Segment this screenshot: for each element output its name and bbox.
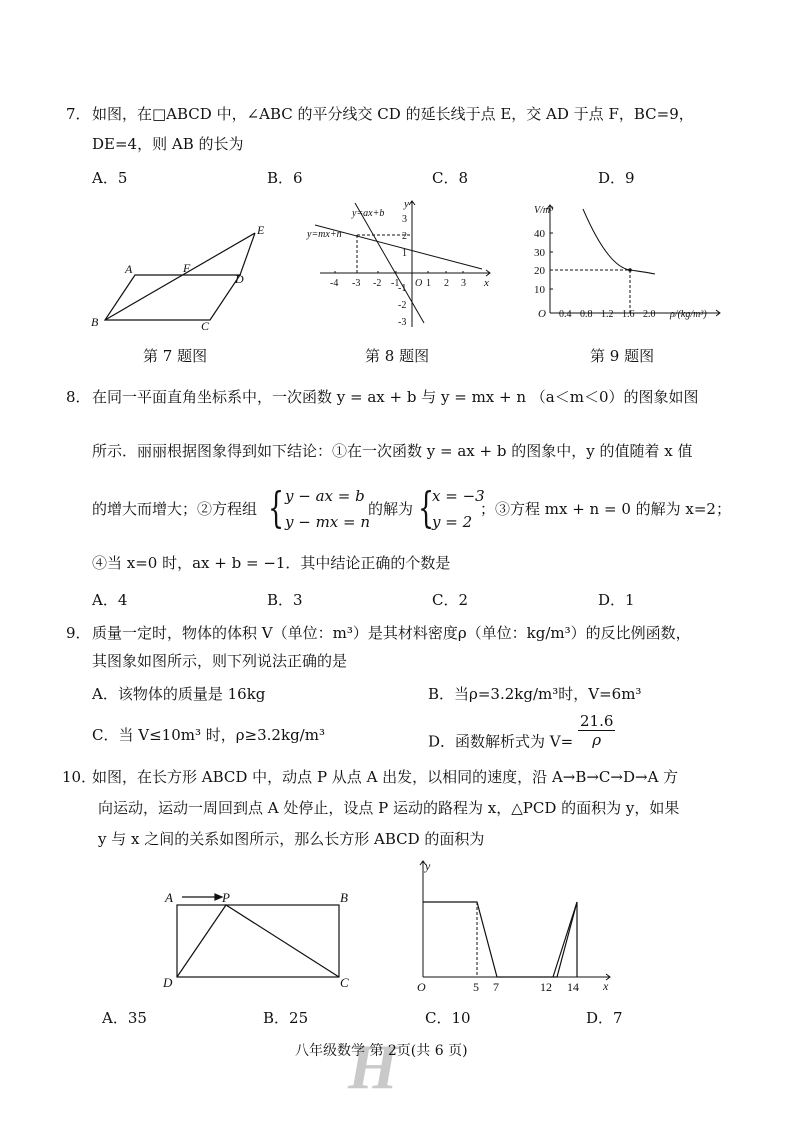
v-tick-10: 10 [534, 284, 545, 296]
extension-de [240, 233, 255, 275]
v-tick-20: 20 [534, 265, 545, 277]
caption-fig8: 第 8 题图 [365, 347, 430, 365]
q7-line1: 如图，在□ABCD 中，∠ABC 的平分线交 CD 的延长线于点 E，交 AD 于点 F，BC=9， [92, 105, 694, 123]
rho-axis-label: ρ/(kg/m³) [670, 309, 707, 320]
q7-option-b: B．6 [267, 169, 303, 187]
q10-line3: y 与 x 之间的关系如图所示，那么长方形 ABCD 的面积为 [98, 830, 485, 848]
solution-y: y = 2 [432, 513, 473, 531]
label-d: D [163, 975, 173, 990]
y-tick-3: 3 [402, 214, 407, 225]
q8-option-d: D．1 [598, 591, 635, 609]
label-e: E [257, 223, 265, 237]
label-a: A [165, 890, 173, 905]
system-brace: { [268, 483, 285, 532]
solution-brace: { [418, 483, 435, 532]
function-graph [423, 902, 577, 977]
v-axis-label: V/m³ [534, 205, 554, 216]
caption-fig9: 第 9 题图 [590, 347, 655, 365]
q8-line3-b: 的解为 [368, 500, 414, 518]
q7-option-d: D．9 [598, 169, 635, 187]
x-tick-neg1: -1 [391, 278, 400, 289]
origin-label: O [415, 278, 423, 289]
x-axis-label: x [603, 979, 609, 993]
label-f: F [183, 261, 191, 275]
q10-option-d: D．7 [586, 1009, 623, 1027]
q8-option-b: B．3 [267, 591, 303, 609]
q9-line1: 质量一定时，物体的体积 V（单位：m³）是其材料密度ρ（单位：kg/m³）的反比例函数， [92, 624, 691, 642]
figure-9 [520, 195, 735, 325]
q10-option-c: C．10 [425, 1009, 471, 1027]
label-a: A [125, 262, 133, 276]
q9-option-a: A．该物体的质量是 16kg [92, 685, 266, 703]
q8-line4: ④当 x=0 时，ax + b = −1．其中结论正确的个数是 [92, 554, 451, 572]
x-tick-neg4: -4 [330, 278, 339, 289]
fraction-numerator: 21.6 [579, 712, 614, 730]
x-tick-14: 14 [567, 980, 579, 994]
line-ax-b [355, 203, 424, 323]
q7-number: 7． [66, 105, 91, 123]
q9-option-d-prefix: D．函数解析式为 V= [428, 732, 574, 751]
q10-line1: 如图，在长方形 ABCD 中，动点 P 从点 A 出发，以相同的速度，沿 A→B→C→D→A 方 [92, 768, 679, 786]
origin-label: O [538, 308, 546, 320]
parallelogram-abcd [105, 275, 240, 320]
q9-option-b: B．当ρ=3.2kg/m³时，V=6m³ [428, 685, 642, 703]
system-eq1: y − ax = b [285, 487, 365, 505]
x-tick-5: 5 [473, 980, 479, 994]
figure-7 [85, 220, 280, 335]
y-tick-1: 1 [402, 248, 407, 259]
x-tick-12: 12 [540, 980, 552, 994]
label-b: B [340, 890, 348, 905]
label-b: B [91, 315, 99, 329]
q8-option-c: C．2 [432, 591, 469, 609]
page-footer: 八年级数学 第 2页(共 6 页) [295, 1043, 468, 1059]
label-c: C [201, 319, 210, 333]
q8-line1: 在同一平面直角坐标系中，一次函数 y = ax + b 与 y = mx + n （a＜m＜0）的图象如图 [92, 388, 699, 406]
q9-option-c: C．当 V≤10m³ 时，ρ≥3.2kg/m³ [92, 726, 325, 744]
v-tick-40: 40 [534, 228, 545, 240]
x-tick-neg2: -2 [373, 278, 382, 289]
rho-tick-2-0: 2.0 [643, 309, 656, 320]
x-tick-neg3: -3 [352, 278, 361, 289]
q8-line2: 所示．丽丽根据图象得到如下结论：①在一次函数 y = ax + b 的图象中，y 的值随着 x 值 [92, 442, 693, 460]
label-c: C [340, 975, 349, 990]
q10-option-b: B．25 [263, 1009, 309, 1027]
x-axis-label: x [484, 277, 489, 289]
q10-number: 10． [62, 768, 97, 786]
q8-option-a: A．4 [92, 591, 128, 609]
y-axis-label: y [404, 198, 409, 210]
q7-option-c: C．8 [432, 169, 469, 187]
rho-tick-0-4: 0.4 [559, 309, 572, 320]
q7-option-a: A．5 [92, 169, 128, 187]
rho-tick-1-2: 1.2 [601, 309, 614, 320]
q9-number: 9． [66, 624, 91, 642]
curve-point [628, 268, 632, 272]
v-tick-30: 30 [534, 247, 545, 259]
figure-10-graph [405, 855, 625, 995]
q10-option-a: A．35 [102, 1009, 147, 1027]
q8-line3-a: 的增大而增大；②方程组 [92, 500, 258, 518]
label-y-mx-n: y=mx+n [307, 229, 342, 240]
q9-option-d [428, 712, 615, 761]
watermark-logo: H [348, 1031, 398, 1102]
y-tick-2: 2 [402, 231, 407, 242]
q8-number: 8． [66, 388, 91, 406]
q7-line2: DE=4，则 AB 的长为 [92, 135, 244, 153]
fraction-denominator: ρ [592, 731, 602, 749]
label-p: P [222, 890, 230, 905]
label-y-ax-b: y=ax+b [352, 208, 385, 219]
q8-line3-c: ；③方程 mx + n = 0 的解为 x=2； [480, 500, 731, 518]
x-tick-3: 3 [461, 278, 466, 289]
label-d: D [235, 272, 244, 286]
caption-fig7: 第 7 题图 [143, 347, 208, 365]
dashed-guides [550, 270, 630, 313]
q9-line2: 其图象如图所示，则下列说法正确的是 [92, 652, 348, 670]
x-tick-1: 1 [426, 278, 431, 289]
system-eq2: y − mx = n [285, 513, 371, 531]
y-axis-label: y [425, 859, 431, 873]
fraction [578, 712, 615, 749]
solution-x: x = −3 [432, 487, 485, 505]
y-tick-neg1: -1 [398, 283, 407, 294]
bisector-be [105, 233, 255, 320]
figure-10-rectangle [160, 885, 360, 995]
y-tick-neg2: -2 [398, 300, 407, 311]
triangle-pcd [177, 905, 339, 977]
x-tick-7: 7 [493, 980, 499, 994]
inverse-curve [583, 209, 655, 274]
x-tick-2: 2 [444, 278, 449, 289]
rho-tick-0-8: 0.8 [580, 309, 593, 320]
q10-line2: 向运动，运动一周回到点 A 处停止，设点 P 运动的路程为 x，△PCD 的面积为 y，如果 [98, 799, 680, 817]
rho-tick-1-6: 1.6 [622, 309, 635, 320]
direction-arrowhead [215, 894, 222, 900]
y-tick-neg3: -3 [398, 317, 407, 328]
figure-8 [300, 195, 500, 335]
origin-label: O [417, 980, 426, 994]
